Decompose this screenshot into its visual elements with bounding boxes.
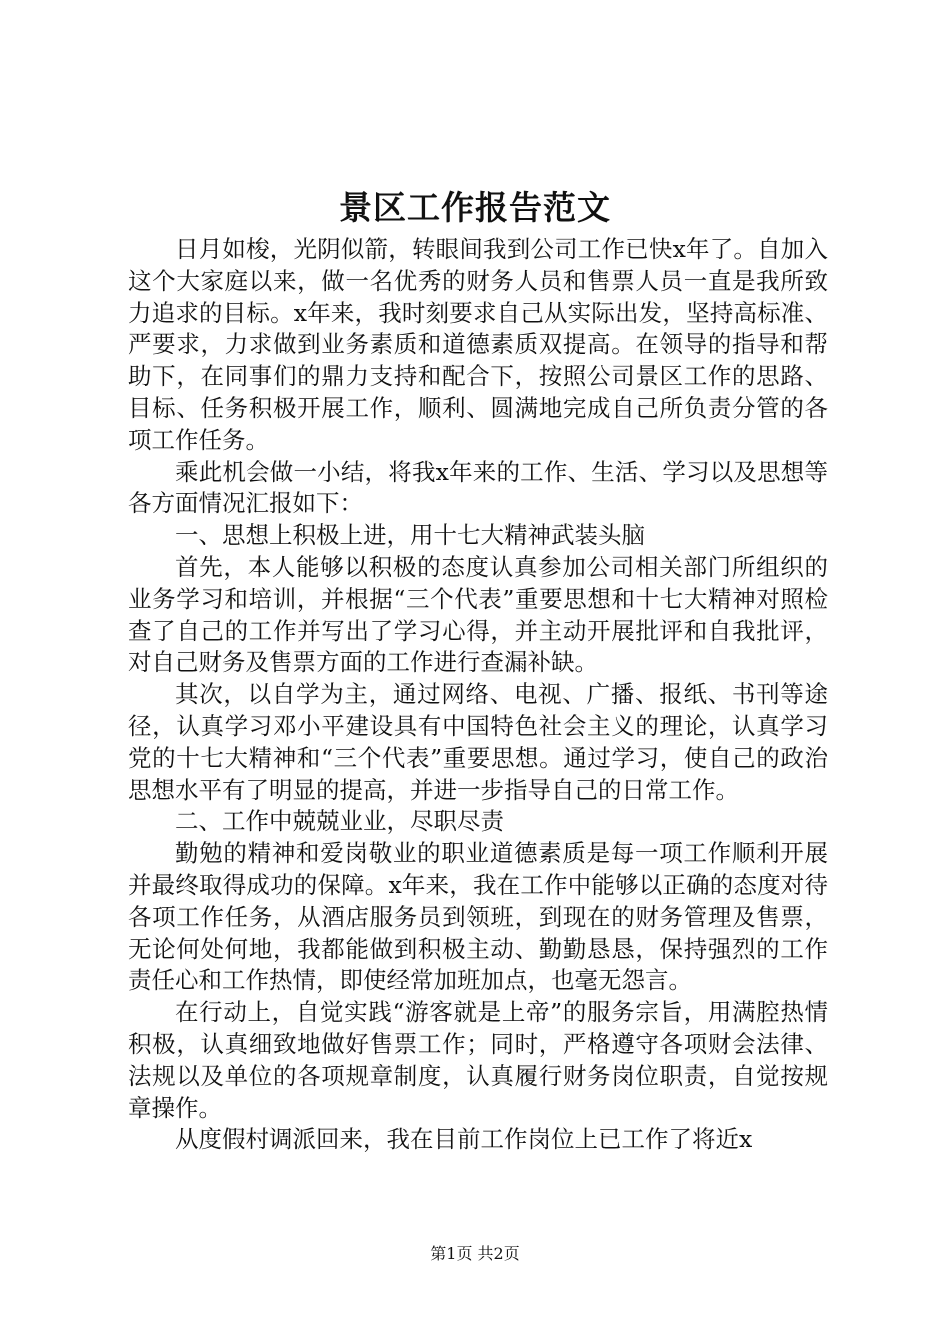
document-body: [128, 234, 828, 1156]
page-footer: 第1页 共2页: [430, 1244, 520, 1263]
section-heading: 二、工作中兢兢业业，尽职尽责: [175, 807, 504, 836]
paragraph: 日月如梭，光阴似箭，转眼间我到公司工作已快x年了。自加入这个大家庭以来，做一名优秀的财务人员和售票人员一直是我所致力追求的目标。x年来，我时刻要求自己从实际出发，坚持高标准、严要求，力求做到业务素质和道德素质双提高。在领导的指导和帮助下，在同事们的鼎力支持和配合下，按照公司景区工作的思路、目标、任务积极开展工作，顺利、圆满地完成自己所负责分管的各项工作任务。: [128, 235, 828, 454]
document-title: 景区工作报告范文: [339, 188, 611, 227]
paragraph: 其次，以自学为主，通过网络、电视、广播、报纸、书刊等途径，认真学习邓小平建设具有中国特色社会主义的理论，认真学习党的十七大精神和“三个代表”重要思想。通过学习，使自己的政治思想水平有了明显的提高，并进一步指导自己的日常工作。: [128, 680, 828, 804]
section-heading: 一、思想上积极上进，用十七大精神武装头脑: [175, 521, 645, 550]
paragraph: 勤勉的精神和爱岗敬业的职业道德素质是每一项工作顺利开展并最终取得成功的保障。x年来，我在工作中能够以正确的态度对待各项工作任务，从酒店服务员到领班，到现在的财务管理及售票，无论何处何地，我都能做到积极主动、勤勤恳恳，保持强烈的工作责任心和工作热情，即使经常加班加点，也毫无怨言。: [128, 839, 828, 995]
paragraph: 首先，本人能够以积极的态度认真参加公司相关部门所组织的业务学习和培训，并根据“三个代表”重要思想和十七大精神对照检查了自己的工作并写出了学习心得，并主动开展批评和自我批评，对自己财务及售票方面的工作进行查漏补缺。: [128, 552, 828, 677]
paragraph: 在行动上，自觉实践“游客就是上帝”的服务宗旨，用满腔热情积极，认真细致地做好售票工作；同时，严格遵守各项财会法律、法规以及单位的各项规章制度，认真履行财务岗位职责，自觉按规章操作。: [128, 998, 828, 1122]
paragraph: 乘此机会做一小结，将我x年来的工作、生活、学习以及思想等各方面情况汇报如下：: [128, 457, 828, 518]
paragraph: 从度假村调派回来，我在目前工作岗位上已工作了将近x: [175, 1125, 753, 1154]
